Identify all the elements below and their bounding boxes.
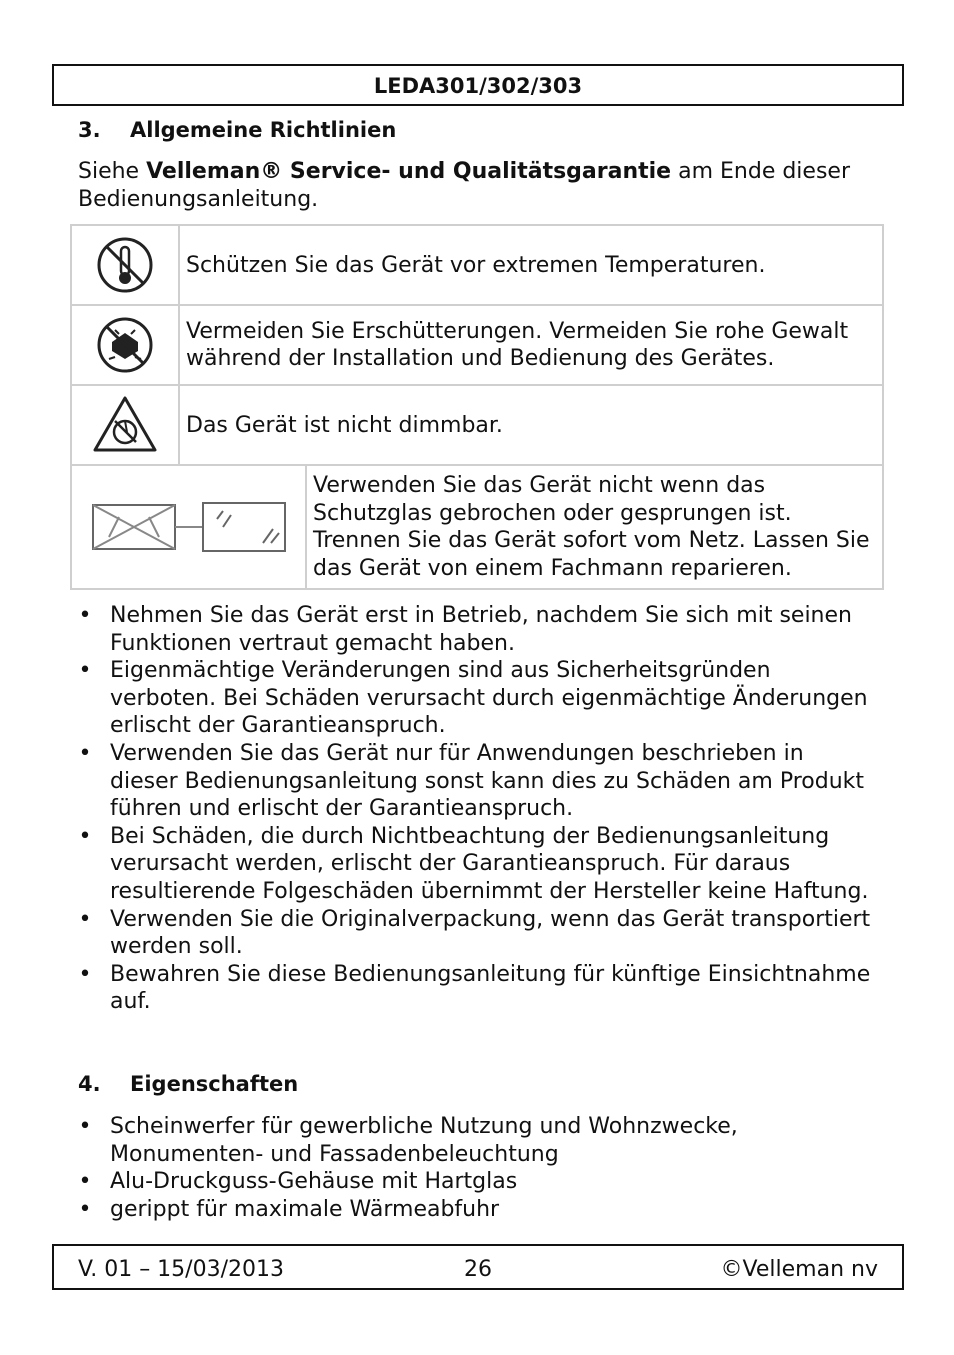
list-item-text: Bei Schäden, die durch Nichtbeachtung der Bedienungsanleitung verursacht werden, erlischt der Garantieanspruch. Für daraus resultierende Folgeschäden übernimmt der Hersteller keine Haftung. <box>110 823 869 904</box>
intro-text-bold: Velleman® Service- und Qualitätsgarantie <box>146 159 672 184</box>
list-item <box>78 823 878 906</box>
intro-text-pre: Siehe <box>78 159 147 184</box>
warning-row <box>71 225 883 305</box>
bullet-glyph: • <box>78 1114 92 1139</box>
list-item-text: Verwenden Sie das Gerät nur für Anwendungen beschrieben in dieser Bedienungsanleitung sonst kann dies zu Schäden am Produkt führen und erlischt der Garantieanspruch. <box>110 740 865 822</box>
list-item-text: gerippt für maximale Wärmeabfuhr <box>110 1196 500 1222</box>
footer-copyright: ©Velleman nv <box>720 1257 878 1282</box>
safety-warnings-table <box>70 224 884 590</box>
warning-text: Das Gerät ist nicht dimmbar. <box>179 385 883 465</box>
section-3-number: 3. <box>78 118 101 142</box>
list-item-text: Scheinwerfer für gewerbliche Nutzung und Wohnzwecke, Monumenten- und Fassadenbeleuchtung <box>110 1114 738 1167</box>
bullet-glyph: • <box>78 1196 92 1222</box>
list-item-text: Eigenmächtige Veränderungen sind aus Sicherheitsgründen verboten. Bei Schäden verursacht durch eigenmächtige Änderungen erlischt der Garantieanspruch. <box>110 658 868 739</box>
features-list <box>78 1113 878 1223</box>
footer-page-number: 26 <box>464 1257 492 1282</box>
bullet-glyph: • <box>78 740 92 766</box>
section-3-intro <box>78 158 888 214</box>
section-3-title: Allgemeine Richtlinien <box>130 118 397 142</box>
warning-row <box>71 465 883 589</box>
warning-text: Vermeiden Sie Erschütterungen. Vermeiden Sie rohe Gewalt während der Installation und Bedienung des Gerätes. <box>179 305 883 385</box>
intro-text-post: am Ende dieser Bedienungsanleitung. <box>78 159 850 212</box>
bullet-glyph: • <box>78 1169 92 1195</box>
list-item-text: Verwenden Sie die Originalverpackung, wenn das Gerät transportiert werden soll. <box>110 906 871 960</box>
list-item <box>78 961 878 1016</box>
list-item-text: Nehmen Sie das Gerät erst in Betrieb, nachdem Sie sich mit seinen Funktionen vertraut gemacht haben. <box>110 603 852 656</box>
list-item <box>78 657 878 740</box>
list-item-text: Alu-Druckguss-Gehäuse mit Hartglas <box>110 1169 518 1195</box>
bullet-glyph: • <box>78 823 92 849</box>
bullet-glyph: • <box>78 603 92 628</box>
list-item-text: Bewahren Sie diese Bedienungsanleitung für künftige Einsichtnahme auf. <box>110 961 871 1015</box>
bullet-glyph: • <box>78 658 92 684</box>
list-item <box>78 1168 878 1196</box>
footer-version: V. 01 – 15/03/2013 <box>78 1257 284 1282</box>
section-3-heading <box>78 118 396 142</box>
warning-text: Verwenden Sie das Gerät nicht wenn das Schutzglas gebrochen oder gesprungen ist. Trennen Sie das Gerät sofort vom Netz. Lassen Sie das Gerät von einem Fachmann reparieren. <box>313 473 870 581</box>
warning-icon-cell <box>71 305 179 385</box>
no-shock-icon <box>95 315 155 375</box>
bullet-glyph: • <box>78 906 92 932</box>
section-4-number: 4. <box>78 1072 101 1096</box>
document-footer <box>52 1244 904 1290</box>
section-4-heading <box>78 1072 298 1096</box>
warning-row <box>71 385 883 465</box>
general-guidelines-list <box>78 602 878 1016</box>
warning-row <box>71 305 883 385</box>
glass-warning-row <box>72 466 882 588</box>
warning-icon-cell <box>71 225 179 305</box>
glass-icon-cell <box>72 466 307 588</box>
warning-text: Schützen Sie das Gerät vor extremen Temperaturen. <box>179 225 883 305</box>
list-item <box>78 1196 878 1224</box>
document-header <box>52 64 904 106</box>
bullet-glyph: • <box>78 961 92 987</box>
list-item <box>78 906 878 961</box>
section-4-title: Eigenschaften <box>130 1072 299 1096</box>
model-title: LEDA301/302/303 <box>373 74 583 98</box>
list-item <box>78 1113 878 1168</box>
warning-icon-cell <box>71 385 179 465</box>
no-temperature-icon <box>95 235 155 295</box>
broken-glass-icon <box>89 497 289 557</box>
list-item <box>78 602 878 657</box>
no-dimmer-icon <box>91 394 159 456</box>
list-item <box>78 740 878 823</box>
glass-warning-cell <box>71 465 883 589</box>
